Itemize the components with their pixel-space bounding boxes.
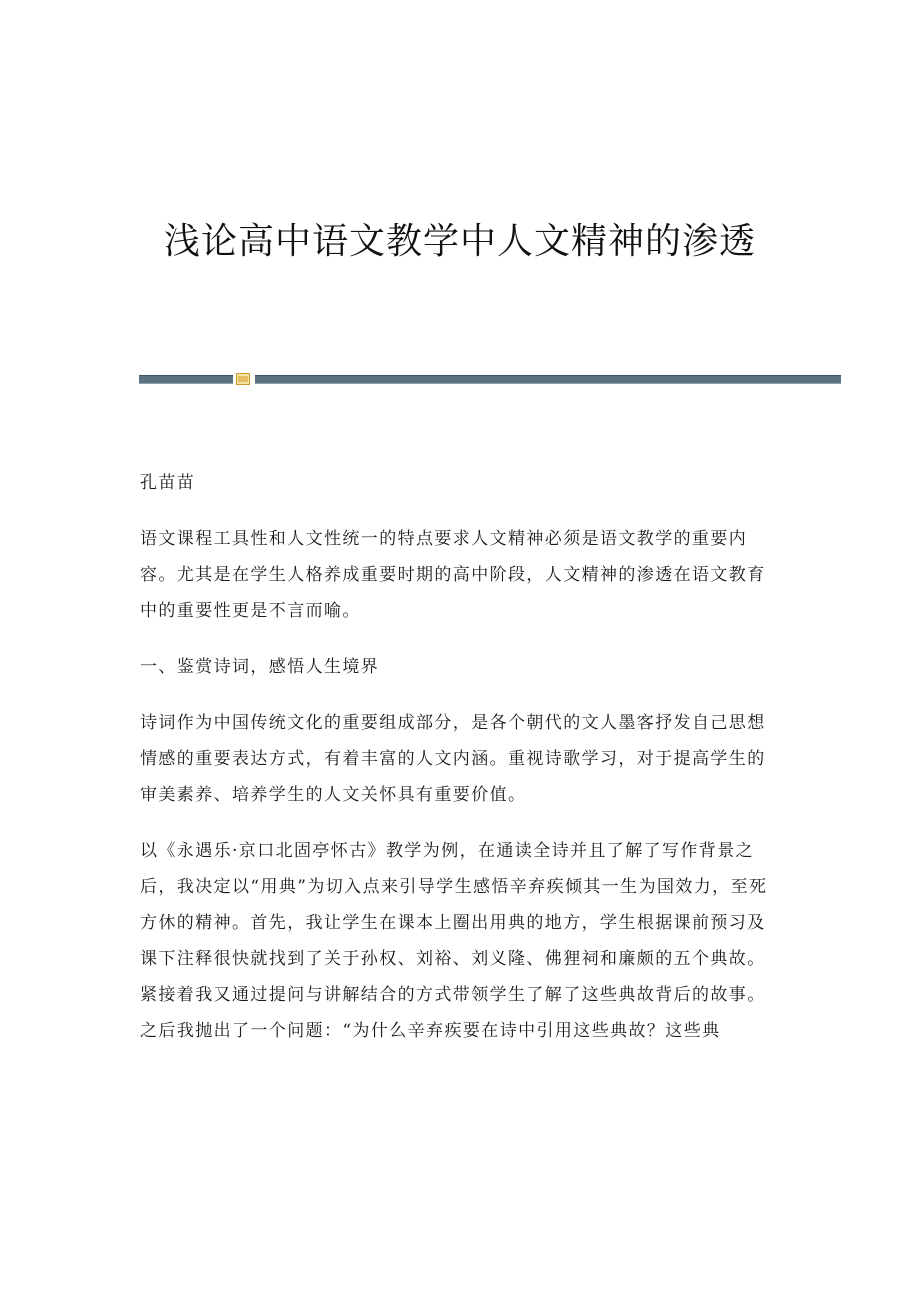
paragraph-poetry: 诗词作为中国传统文化的重要组成部分，是各个朝代的文人墨客抒发自己思想情感的重要表达方式，有着丰富的人文内涵。重视诗歌学习，对于提高学生的审美素养、培养学生的人文关怀具有重要价值。 (140, 713, 766, 805)
paragraph-example: 以《永遇乐·京口北固亭怀古》教学为例，在通读全诗并且了解了写作背景之后，我决定以“用典”为切入点来引导学生感悟辛弃疾倾其一生为国效力，至死方休的精神。首先，我让学生在课本上圈出用典的地方，学生根据课前预习及课下注释很快就找到了关于孙权、刘裕、刘义隆、佛狸祠和廉颇的五个典故。紧接着我又通过提问与讲解结合的方式带领学生了解了这些典故背后的故事。之后我抛出了一个问题：“为什么辛弃疾要在诗中引用这些典故？这些典 (140, 841, 768, 1041)
paragraph-intro: 语文课程工具性和人文性统一的特点要求人文精神必须是语文教学的重要内容。尤其是在学生人格养成重要时期的高中阶段，人文精神的渗透在语文教育中的重要性更是不言而喻。 (140, 529, 766, 621)
title-divider (139, 374, 841, 384)
document-title: 浅论高中语文教学中人文精神的渗透 (163, 221, 756, 262)
author-name: 孔苗苗 (140, 473, 196, 493)
divider-bar-right (255, 375, 841, 384)
document-body (140, 465, 780, 1069)
divider-bar-left (139, 375, 233, 384)
divider-ornament-icon (236, 373, 250, 385)
section-heading: 一、鉴赏诗词，感悟人生境界 (140, 657, 380, 677)
